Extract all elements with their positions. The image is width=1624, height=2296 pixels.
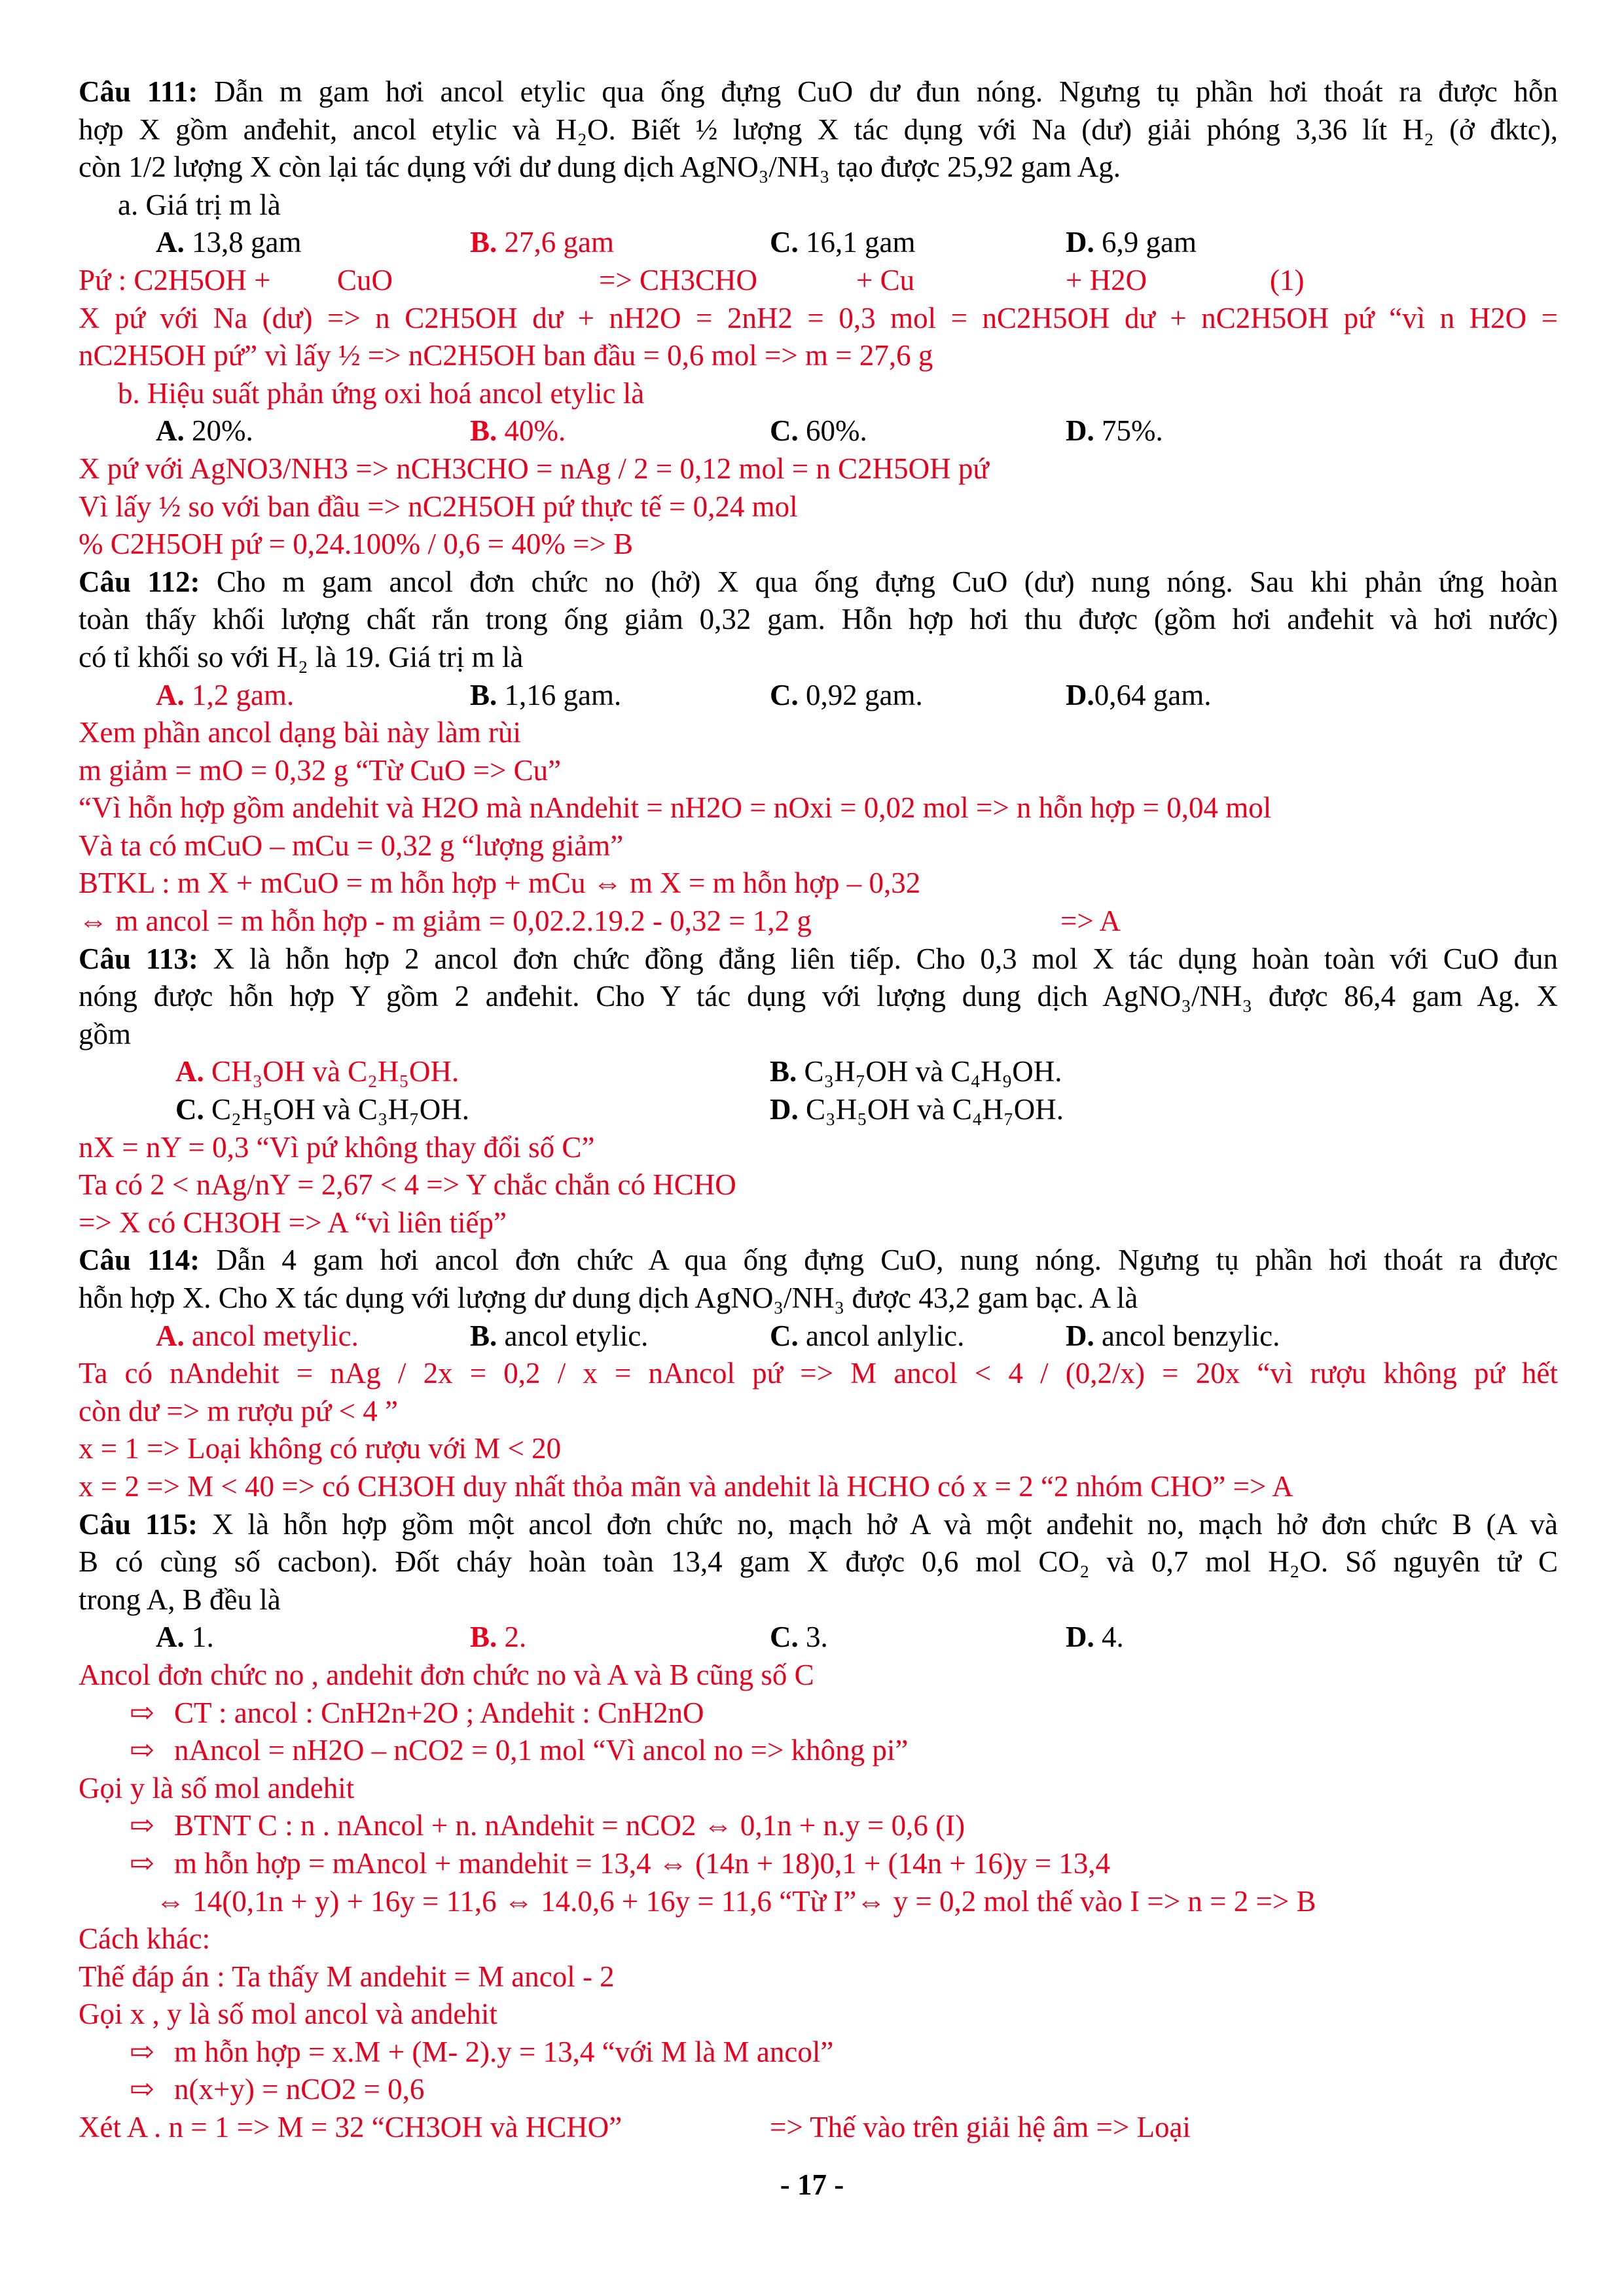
q113-options-row-2 bbox=[79, 1091, 1558, 1129]
q112-stem-line-2: toàn thấy khối lượng chất rắn trong ống giảm 0,32 gam. Hỗn hợp hơi thu được (gồm hơi anđehit và hơi nước) bbox=[79, 603, 1558, 636]
q112-answer: => A bbox=[1060, 905, 1121, 938]
q115-label: Câu 115: bbox=[79, 1507, 198, 1541]
q113-option-d[interactable]: D. C₃H₅OH và C₄H₇OH. bbox=[770, 1093, 1064, 1126]
q112-stem-line-1: Câu 112: Cho m gam ancol đơn chức no (hở) X qua ống đựng CuO (dư) nung nóng. Sau khi phản ứng hoàn bbox=[79, 565, 1559, 598]
q115-stem-line-3: trong A, B đều là bbox=[79, 1583, 281, 1616]
q115-options bbox=[79, 1619, 1558, 1657]
q111-b-option-b[interactable]: B. 40%. bbox=[470, 414, 566, 448]
q115-option-c[interactable]: C. 3. bbox=[770, 1621, 828, 1654]
q112-solution-line-1: Xem phần ancol dạng bài này làm rùi bbox=[79, 716, 522, 749]
q112-option-a[interactable]: A. 1,2 gam. bbox=[156, 678, 295, 711]
q111-solution-b-line-1: X pứ với AgNO3/NH3 => nCH3CHO = nAg / 2 = 0,12 mol = n C2H5OH pứ bbox=[79, 452, 989, 485]
q112-solution-line-3: “Vì hỗn hợp gồm andehit và H2O mà nAndehit = nH2O = nOxi = 0,02 mol => n hỗn hợp = 0,04 mol bbox=[79, 791, 1272, 825]
arrow-right-outline-icon: ⇨ bbox=[130, 2073, 154, 2106]
q114-stem-line-2: hỗn hợp X. Cho X tác dụng với lượng dư dung dịch AgNO₃/NH₃ được 43,2 gam bạc. A là bbox=[79, 1282, 1138, 1314]
q115-alt-line-2: Gọi x , y là số mol ancol và andehit bbox=[79, 1998, 497, 2031]
q111-part-a: a. Giá trị m là bbox=[118, 188, 281, 221]
q111-a-option-c[interactable]: C. 16,1 gam bbox=[770, 226, 916, 259]
q113-stem-line-2: nóng được hỗn hợp Y gồm 2 anđehit. Cho Y tác dụng với lượng dung dịch AgNO₃/NH₃ được 86,4 gam Ag. X bbox=[79, 980, 1558, 1013]
q113-solution-line-1: nX = nY = 0,3 “Vì pứ không thay đổi số C” bbox=[79, 1130, 595, 1164]
q111-a-options bbox=[79, 224, 1558, 262]
q112-option-c[interactable]: C. 0,92 gam. bbox=[770, 678, 923, 711]
q112-solution-line-2: m giảm = mO = 0,32 g “Từ CuO => Cu” bbox=[79, 753, 562, 787]
arrow-right-outline-icon: ⇨ bbox=[130, 2035, 154, 2068]
q111-stem-line-2: hợp X gồm anđehit, ancol etylic và H₂O. Biết ½ lượng X tác dụng với Na (dư) giải phóng 3,36 lít H₂ (ở đktc), bbox=[79, 113, 1558, 146]
q111-stem-line-3: còn 1/2 lượng X còn lại tác dụng với dư dung dịch AgNO₃/NH₃ tạo được 25,92 gam Ag. bbox=[79, 151, 1121, 184]
q115-solution-let-y: Gọi y là số mol andehit bbox=[79, 1771, 355, 1804]
document-page bbox=[79, 73, 1558, 2147]
q112-solution-line-4: Và ta có mCuO – mCu = 0,32 g “lượng giảm” bbox=[79, 829, 624, 862]
q113-solution-line-3: => X có CH3OH => A “vì liên tiếp” bbox=[79, 1206, 507, 1239]
q115-solution-bullet-2: ⇨ nAncol = nH2O – nCO2 = 0,1 mol “Vì ancol no => không pi” bbox=[79, 1732, 1558, 1770]
q113-stem-line-1: Câu 113: X là hỗn hợp 2 ancol đơn chức đồng đẳng liên tiếp. Cho 0,3 mol X tác dụng hoàn toàn với CuO đun bbox=[79, 942, 1559, 975]
page-number: - 17 - bbox=[780, 2168, 844, 2201]
q115-option-b[interactable]: B. 2. bbox=[470, 1621, 527, 1654]
q111-stem-line-1: Câu 111: Dẫn m gam hơi ancol etylic qua ống đựng CuO dư đun nóng. Ngưng tụ phần hơi thoát ra được hỗn bbox=[79, 75, 1559, 108]
q112-option-d[interactable]: D.0,64 gam. bbox=[1066, 678, 1212, 711]
q113-solution-line-2: Ta có 2 < nAg/nY = 2,67 < 4 => Y chắc chắn có HCHO bbox=[79, 1168, 736, 1202]
q112-label: Câu 112: bbox=[79, 565, 200, 598]
q112-option-b[interactable]: B. 1,16 gam. bbox=[470, 678, 622, 711]
q112-options bbox=[79, 677, 1558, 715]
q111-a-option-a[interactable]: A. 13,8 gam bbox=[156, 226, 302, 259]
q111-b-option-d[interactable]: D. 75%. bbox=[1066, 414, 1163, 448]
q111-a-option-d[interactable]: D. 6,9 gam bbox=[1066, 226, 1197, 259]
q111-label: Câu 111: bbox=[79, 75, 198, 108]
q113-label: Câu 113: bbox=[79, 942, 198, 975]
q111-a-option-b[interactable]: B. 27,6 gam bbox=[470, 226, 614, 259]
q114-option-b[interactable]: B. ancol etylic. bbox=[470, 1319, 649, 1352]
q115-alt-bullet-1: ⇨ m hỗn hợp = x.M + (M- 2).y = 13,4 “với M là M ancol” bbox=[79, 2034, 1558, 2072]
q111-solution-b-line-2: Vì lấy ½ so với ban đầu => nC2H5OH pứ thực tế = 0,24 mol bbox=[79, 490, 798, 523]
q111-part-b: b. Hiệu suất phản ứng oxi hoá ancol etylic là bbox=[118, 376, 645, 410]
arrow-right-outline-icon: ⇨ bbox=[130, 1696, 154, 1729]
q113-options-row-1 bbox=[79, 1053, 1558, 1091]
arrow-right-outline-icon: ⇨ bbox=[130, 1846, 154, 1880]
q111-b-option-c[interactable]: C. 60%. bbox=[770, 414, 867, 448]
q114-option-a[interactable]: A. ancol metylic. bbox=[156, 1319, 359, 1352]
q114-option-c[interactable]: C. ancol anlylic. bbox=[770, 1319, 965, 1352]
arrow-right-outline-icon: ⇨ bbox=[130, 1809, 154, 1842]
arrow-right-outline-icon: ⇨ bbox=[130, 1734, 154, 1767]
q114-solution-line-2: còn dư => m rượu pứ < 4 ” bbox=[79, 1394, 399, 1427]
q115-alt-heading: Cách khác: bbox=[79, 1922, 211, 1956]
q114-stem-line-1: Câu 114: Dẫn 4 gam hơi ancol đơn chức A qua ống đựng CuO, nung nóng. Ngưng tụ phần hơi thoát ra được bbox=[79, 1244, 1559, 1277]
q115-option-d[interactable]: D. 4. bbox=[1066, 1621, 1124, 1654]
q115-solution-bullet-1: ⇨ CT : ancol : CnH2n+2O ; Andehit : CnH2nO bbox=[79, 1695, 1558, 1732]
q111-solution-a-line-2: nC2H5OH pứ” vì lấy ½ => nC2H5OH ban đầu = 0,6 mol => m = 27,6 g bbox=[79, 339, 933, 372]
q115-alt-bullet-2: ⇨ n(x+y) = nCO2 = 0,6 bbox=[79, 2071, 1558, 2109]
q115-alt-line-1: Thế đáp án : Ta thấy M andehit = M ancol - 2 bbox=[79, 1960, 615, 1993]
q114-option-d[interactable]: D. ancol benzylic. bbox=[1066, 1319, 1280, 1352]
q111-solution-b-line-3: % C2H5OH pứ = 0,24.100% / 0,6 = 40% => B bbox=[79, 528, 634, 561]
q115-stem-line-2: B có cùng số cacbon). Đốt cháy hoàn toàn 13,4 gam X được 0,6 mol CO₂ và 0,7 mol H₂O. Số nguyên tử C bbox=[79, 1545, 1558, 1579]
q112-solution-line-6: ⇔ m ancol = m hỗn hợp - m giảm = 0,02.2.19.2 - 0,32 = 1,2 g => A bbox=[79, 903, 1558, 941]
q115-solution-line-cont: ⇔ 14(0,1n + y) + 16y = 11,6 ⇔ 14.0,6 + 16y = 11,6 “Từ I”⇔ y = 0,2 mol thế vào I => n = 2 => B bbox=[156, 1884, 1316, 1918]
q115-alt-last-line: Xét A . n = 1 => M = 32 “CH3OH và HCHO” => Thế vào trên giải hệ âm => Loại bbox=[79, 2111, 1191, 2144]
q115-solution-bullet-4: ⇨ m hỗn hợp = mAncol + mandehit = 13,4 ⇔ (14n + 18)0,1 + (14n + 16)y = 13,4 bbox=[79, 1845, 1558, 1883]
q111-b-option-a[interactable]: A. 20%. bbox=[156, 414, 253, 448]
q115-option-a[interactable]: A. 1. bbox=[156, 1621, 214, 1654]
q114-solution-line-1: Ta có nAndehit = nAg / 2x = 0,2 / x = nAncol pứ => M ancol < 4 / (0,2/x) = 20x “vì rượu không pứ hết bbox=[79, 1357, 1558, 1390]
q114-solution-line-3: x = 1 => Loại không có rượu với M < 20 bbox=[79, 1432, 562, 1465]
q111-solution-a-line-1: X pứ với Na (dư) => n C2H5OH dư + nH2O = 2nH2 = 0,3 mol = nC2H5OH dư + nC2H5OH pứ “vì n H2O = bbox=[79, 301, 1558, 334]
q111-b-options bbox=[79, 412, 1558, 450]
q115-solution-bullet-3: ⇨ BTNT C : n . nAncol + n. nAndehit = nCO2 ⇔ 0,1n + n.y = 0,6 (I) bbox=[79, 1807, 1558, 1845]
q112-stem-line-3: có tỉ khối so với H₂ là 19. Giá trị m là bbox=[79, 640, 524, 673]
q114-solution-line-4: x = 2 => M < 40 => có CH3OH duy nhất thỏa mãn và andehit là HCHO có x = 2 “2 nhóm CHO” => A bbox=[79, 1469, 1293, 1503]
q113-option-b[interactable]: B. C₃H₇OH và C₄H₉OH. bbox=[770, 1055, 1062, 1088]
q113-option-a[interactable]: A. CH₃OH và C₂H₅OH. bbox=[175, 1055, 460, 1088]
q115-solution-intro: Ancol đơn chức no , andehit đơn chức no và A và B cũng số C bbox=[79, 1658, 814, 1691]
q113-option-c[interactable]: C. C₂H₅OH và C₃H₇OH. bbox=[175, 1093, 469, 1126]
q112-solution-line-5: BTKL : m X + mCuO = m hỗn hợp + mCu ⇔ m X = m hỗn hợp – 0,32 bbox=[79, 867, 921, 900]
q115-stem-line-1: Câu 115: X là hỗn hợp gồm một ancol đơn chức no, mạch hở A và một anđehit no, mạch hở đơn chức B (A và bbox=[79, 1507, 1559, 1541]
q111-reaction: Pứ : C2H5OH + CuO => CH3CHO + Cu + H2O (1) bbox=[79, 263, 1305, 296]
q113-stem-line-3: gồm bbox=[79, 1017, 132, 1050]
q114-label: Câu 114: bbox=[79, 1244, 200, 1277]
q114-options bbox=[79, 1318, 1558, 1355]
